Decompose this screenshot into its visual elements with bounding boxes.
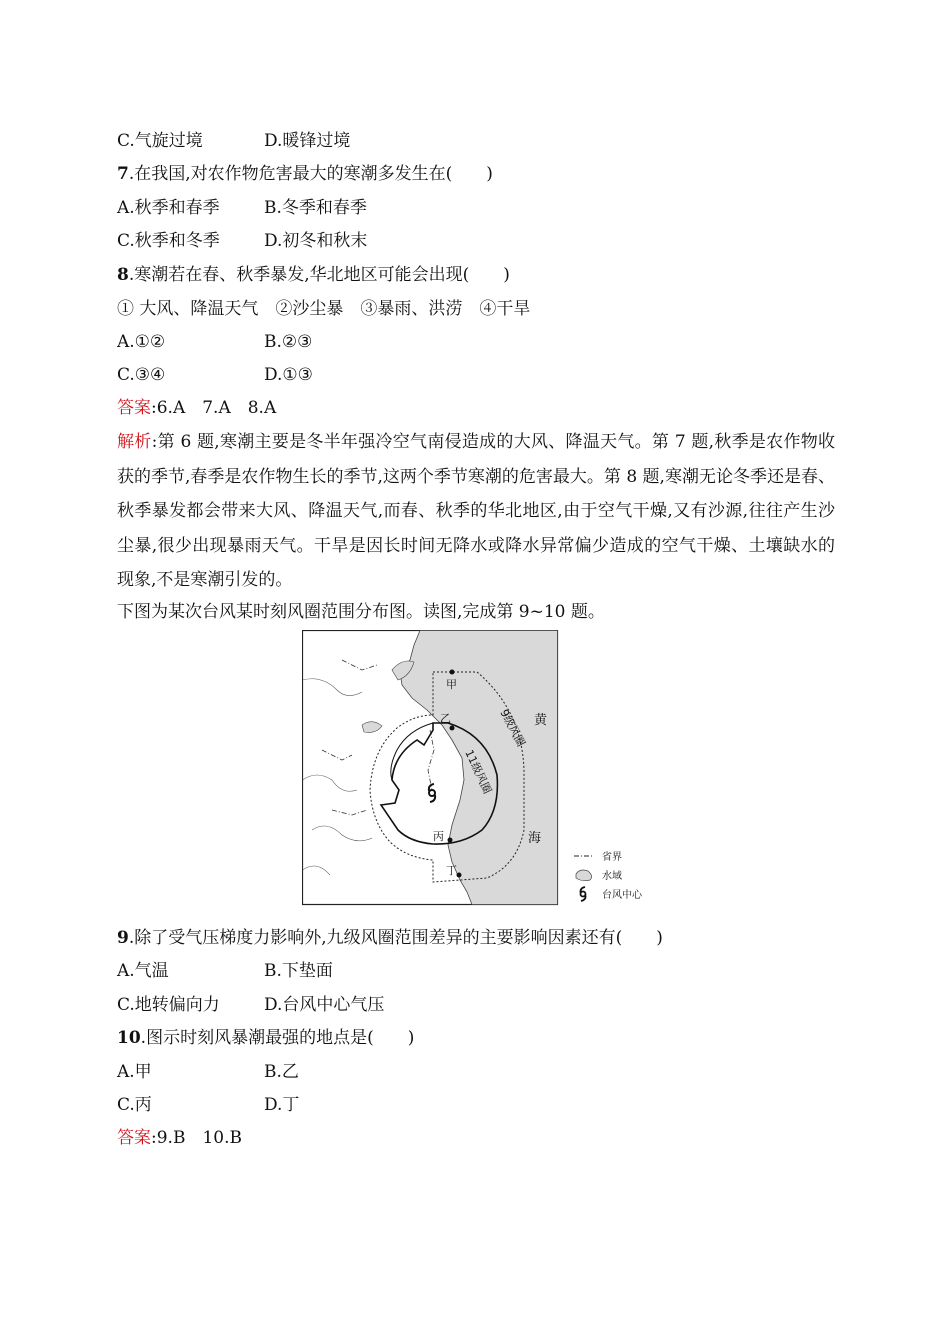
answer-label: 答案 xyxy=(117,398,151,418)
q8-text: .寒潮若在春、秋季暴发,华北地区可能会出现( ) xyxy=(128,265,510,285)
q7-text: .在我国,对农作物危害最大的寒潮多发生在( ) xyxy=(128,164,493,184)
legend-typhoon-icon xyxy=(580,887,585,901)
q8-option-c: C.③④ xyxy=(117,365,166,385)
analysis-label: 解析 xyxy=(117,432,152,452)
q10-number: 10 xyxy=(117,1028,141,1048)
q8-option-a: A.①② xyxy=(117,332,166,352)
label-eleven-level-circle: 11级风圈 xyxy=(462,747,494,796)
q9-stem xyxy=(117,926,663,950)
q8-items: ① 大风、降温天气 ②沙尘暴 ③暴雨、洪涝 ④干旱 xyxy=(117,299,531,319)
q7-option-a: A.秋季和春季 xyxy=(117,198,220,218)
label-huang: 黄 xyxy=(534,713,548,728)
q10-text: .图示时刻风暴潮最强的地点是( ) xyxy=(140,1028,415,1048)
q7-number: 7 xyxy=(117,164,129,184)
label-hai: 海 xyxy=(528,831,542,846)
answer-text: :9.B 10.B xyxy=(151,1128,242,1148)
legend-center-label: 台风中心 xyxy=(602,890,642,901)
q10-stem xyxy=(117,1026,414,1050)
label-ding: 丁 xyxy=(446,864,457,877)
q10-option-b: B.乙 xyxy=(264,1062,299,1082)
q9-option-b: B.下垫面 xyxy=(264,961,333,981)
q7-stem xyxy=(117,162,493,186)
answer-9-10 xyxy=(117,1126,242,1150)
label-bing: 丙 xyxy=(433,830,444,843)
label-yi: 乙 xyxy=(440,712,451,725)
answer-text: :6.A 7.A 8.A xyxy=(151,398,277,418)
point-ding-dot xyxy=(457,873,462,878)
q8-option-b: B.②③ xyxy=(264,332,313,352)
q10-option-a: A.甲 xyxy=(117,1062,152,1082)
q7-option-b: B.冬季和春季 xyxy=(264,198,367,218)
answer-6-8 xyxy=(117,396,276,420)
legend-water-symbol xyxy=(576,870,592,881)
answer-label: 答案 xyxy=(117,1128,151,1148)
q9-option-a: A.气温 xyxy=(117,961,169,981)
legend-border-label: 省界 xyxy=(602,852,622,863)
q8-stem xyxy=(117,263,510,287)
q9-text: .除了受气压梯度力影响外,九级风圈范围差异的主要影响因素还有( ) xyxy=(128,928,663,948)
q10-option-c: C.丙 xyxy=(117,1095,152,1115)
q10-option-d: D.丁 xyxy=(264,1095,300,1115)
q7-option-d: D.初冬和秋末 xyxy=(264,231,368,251)
figure-intro: 下图为某次台风某时刻风圈范围分布图。读图,完成第 9~10 题。 xyxy=(117,602,605,622)
legend-water-label: 水域 xyxy=(602,871,622,882)
point-jia-dot xyxy=(450,670,455,675)
analysis-text: :第 6 题,寒潮主要是冬半年强冷空气南侵造成的大风、降温天气。第 7 题,秋季是农作物收获的季节,春季是农作物生长的季节,这两个季节寒潮的危害最大。第 8 题,寒潮无论冬季还是春、秋季暴发都会带来大风、降温天气,而春、秋季的华北地区,由于空气干燥,又有沙源,往往产生沙尘暴,很少出现暴雨天气。干旱是因长时间无降水或降水异常偏少造成的空气干燥、土壤缺水的现象,不是寒潮引发的。 xyxy=(117,432,836,590)
q9-option-c: C.地转偏向力 xyxy=(117,995,220,1015)
q7-option-c: C.秋季和冬季 xyxy=(117,231,220,251)
label-jia: 甲 xyxy=(446,678,457,691)
q6-option-c: C.气旋过境 xyxy=(117,131,203,151)
q8-option-d: D.①③ xyxy=(264,365,313,385)
point-yi-dot xyxy=(450,726,455,731)
label-nine-level-circle: 9级风圈 xyxy=(497,707,528,749)
map-legend xyxy=(574,850,643,901)
typhoon-wind-circle-map xyxy=(302,630,654,907)
q9-number: 9 xyxy=(117,928,129,948)
q6-option-d: D.暖锋过境 xyxy=(264,131,351,151)
analysis-paragraph xyxy=(117,425,835,598)
q9-option-d: D.台风中心气压 xyxy=(264,995,385,1015)
q8-number: 8 xyxy=(117,265,129,285)
point-bing-dot xyxy=(448,838,453,843)
